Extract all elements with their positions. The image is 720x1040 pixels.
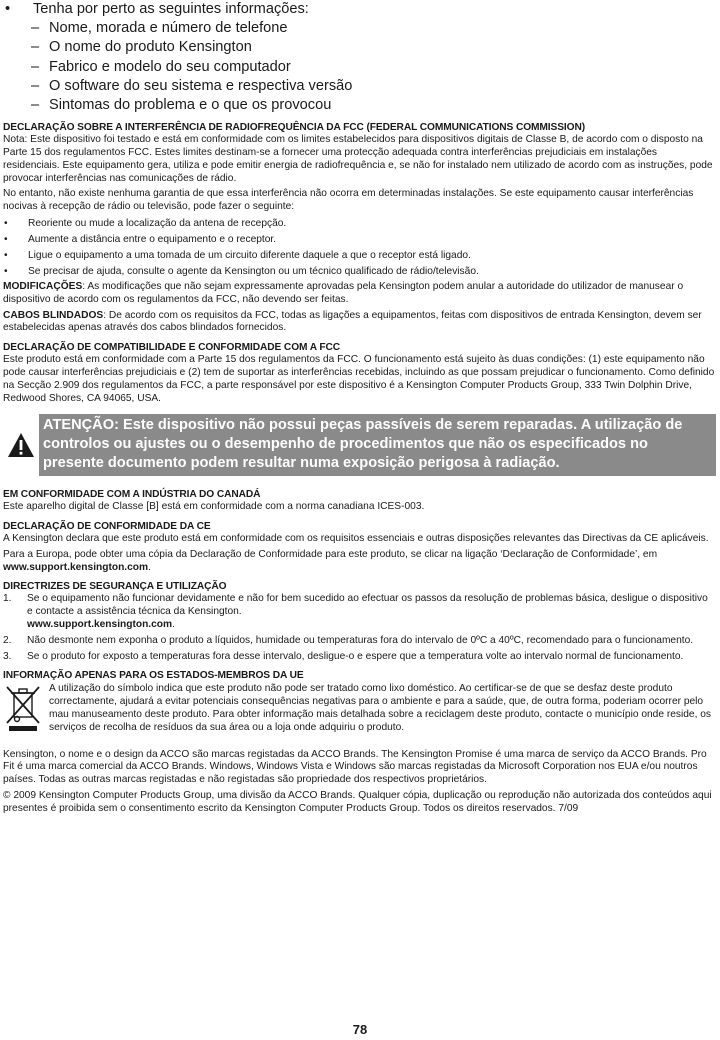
support-info-item: – Fabrico e modelo do seu computador (31, 58, 291, 75)
ce-text: A Kensington declara que este produto está em conformidade com os requisitos essenciais e outras disposições relevantes das Directivas da CE aplicáveis. (3, 532, 709, 544)
support-link[interactable]: www.support.kensington.com (27, 618, 173, 630)
bullet: • (5, 1, 11, 17)
page-number: 78 (352, 1022, 368, 1037)
safety-item: 3. Se o produto for exposto a temperaturas fora desse intervalo, desligue-o e espere que a temperatura volte ao intervalo normal de funcionamento. (3, 650, 684, 662)
compat-heading: DECLARAÇÃO DE COMPATIBILIDADE E CONFORMIDADE COM A FCC (3, 342, 340, 354)
canada-text: Este aparelho digital de Classe [B] está em conformidade com a norma canadiana ICES-003. (3, 501, 425, 513)
ce-heading: DECLARAÇÃO DE CONFORMIDADE DA CE (3, 520, 211, 532)
ce-declaration: Para a Europa, pode obter uma cópia da Declaração de Conformidade para este produto, se clicar na ligação ‘Declaração de Conformidade’, em www.support.kensington.com. (3, 548, 658, 573)
fcc-bullet: • Reoriente ou mude a localização da antena de recepção. (4, 218, 287, 229)
eu-heading: INFORMAÇÃO APENAS PARA OS ESTADOS-MEMBROS DA UE (3, 670, 304, 682)
fcc-note: Nota: Este dispositivo foi testado e está em conformidade com os limites estabelecidos para dispositivos digitais de Classe B, de acordo com o disposto na Parte 15 dos regulamentos FCC. Estes limites destinam-se a fornecer uma protecção adequada contra interferências prejudiciais em instalações residenciais. Este equipamento gera, utiliza e pode emitir energia de radiofrequência e, se não for instalado nem utilizado de acordo com as instruções, pode provocar interferências nas comunicações de rádio. (3, 134, 713, 184)
support-info-lead: • Tenha por perto as seguintes informações: (3, 0, 716, 19)
compat-text: Este produto está em conformidade com a Parte 15 dos regulamentos da FCC. O funcionamento está sujeito às duas condições: (1) este equipamento não pode causar interferências prejudiciais e (2) tem de suportar as interferências recebidas, incluindo as que possam prejudicar o funcionamento. Como definido na Secção 2.909 dos regulamentos da FCC, a parte responsável por este dispositivo é a Kensington Computer Products Group, 333 Twin Dolphin Drive, Redwood Shores, CA 94065, USA. (3, 354, 715, 404)
warning-text: ATENÇÃO: Este dispositivo não possui peças passíveis de serem reparadas. A utilização de controlos ou ajustes ou o desempenho de procedimentos que não os especificados no presente documento podem resultar numa exposição perigosa à radiação. (39, 414, 716, 476)
safety-heading: DIRECTRIZES DE SEGURANÇA E UTILIZAÇÃO (3, 581, 227, 593)
fcc-guarantee: No entanto, não existe nenhuma garantia de que essa interferência não ocorra em determinadas instalações. Se este equipamento causar interferências nocivas à recepção de rádio ou televisão, pode fazer o seguinte: (3, 188, 694, 213)
trademarks-text: Kensington, o nome e o design da ACCO são marcas registadas da ACCO Brands. The Kensington Promise é uma marca de serviço da ACCO Brands. Pro Fit é uma marca comercial da ACCO Brands. Windows, Windows Vista e Windows são marcas registadas da Microsoft Corporation nos EUA e/ou noutros países. Todas as outras marcas registadas e não registadas são propriedade dos respectivos proprietários. (3, 748, 707, 786)
copyright-text: © 2009 Kensington Computer Products Group, uma divisão da ACCO Brands. Qualquer cópia, duplicação ou reprodução não autorizada dos conteúdos aqui presentes é proibida sem o consentimento escrito da Kensington Computer Products Group. Todos os direitos reservados. 7/09 (3, 789, 712, 814)
safety-item: 1. Se o equipamento não funcionar devidamente e não for bem sucedido ao efectuar os passos da resolução de problemas básica, desligue o dispositivo e contacte a assistência técnica da Kensington. www.support.kensington.com. (3, 593, 708, 630)
warning-triangle-icon (3, 414, 39, 476)
fcc-bullet: • Se precisar de ajuda, consulte o agente da Kensington ou um técnico qualificado de rádio/televisão. (4, 266, 479, 277)
support-link[interactable]: www.support.kensington.com (3, 561, 149, 573)
canada-heading: EM CONFORMIDADE COM A INDÚSTRIA DO CANADÁ (3, 489, 261, 501)
support-info-item: – O nome do produto Kensington (31, 39, 252, 56)
crossed-out-wheelie-bin-icon (3, 683, 47, 735)
fcc-bullet: • Ligue o equipamento a uma tomada de um circuito diferente daquele a que o receptor está ligado. (4, 250, 471, 261)
fcc-bullet: • Aumente a distância entre o equipamento e o receptor. (4, 234, 277, 245)
support-info-item: – O software do seu sistema e respectiva versão (31, 77, 353, 94)
support-info-list (3, 0, 716, 115)
radiation-warning (3, 414, 716, 476)
safety-item: 2. Não desmonte nem exponha o produto a líquidos, humidade ou temperaturas fora do intervalo de 0ºC a 40ºC, recomendado para o funcionamento. (3, 634, 694, 646)
fcc-modifications: MODIFICAÇÕES: As modificações que não sejam expressamente aprovadas pela Kensington podem anular a autoridade do utilizador de manusear o dispositivo de acordo com os regulamentos da FCC, não devendo ser feitas. (3, 281, 684, 305)
fcc-shielded-cables: CABOS BLINDADOS: De acordo com os requisitos da FCC, todas as ligações a equipamentos, feitas com dispositivos de entrada Kensington, devem ser estabelecidas apenas através dos cabos blindados fornecidos. (3, 309, 702, 334)
support-info-item: – Nome, morada e número de telefone (31, 20, 288, 37)
support-info-item: – Sintomas do problema e o que os provocou (31, 97, 332, 114)
fcc-heading: DECLARAÇÃO SOBRE A INTERFERÊNCIA DE RADIOFREQUÊNCIA DA FCC (FEDERAL COMMUNICATIONS COMMISSION) (3, 122, 586, 134)
eu-text: A utilização do símbolo indica que este produto não pode ser tratado como lixo doméstico. Ao certificar-se de que se desfaz deste produto correctamente, ajudará a evitar potenciais consequências negativas para o ambiente e para a saúde, que, de outra forma, poderiam ocorrer pelo mau manuseamento deste produto. Para obter informação mais detalhada sobre a reciclagem deste produto, contacte o município onde reside, os serviços de recolha de resíduos da sua área ou a loja onde adquiriu o produto. (49, 683, 712, 733)
eu-block (3, 683, 716, 734)
